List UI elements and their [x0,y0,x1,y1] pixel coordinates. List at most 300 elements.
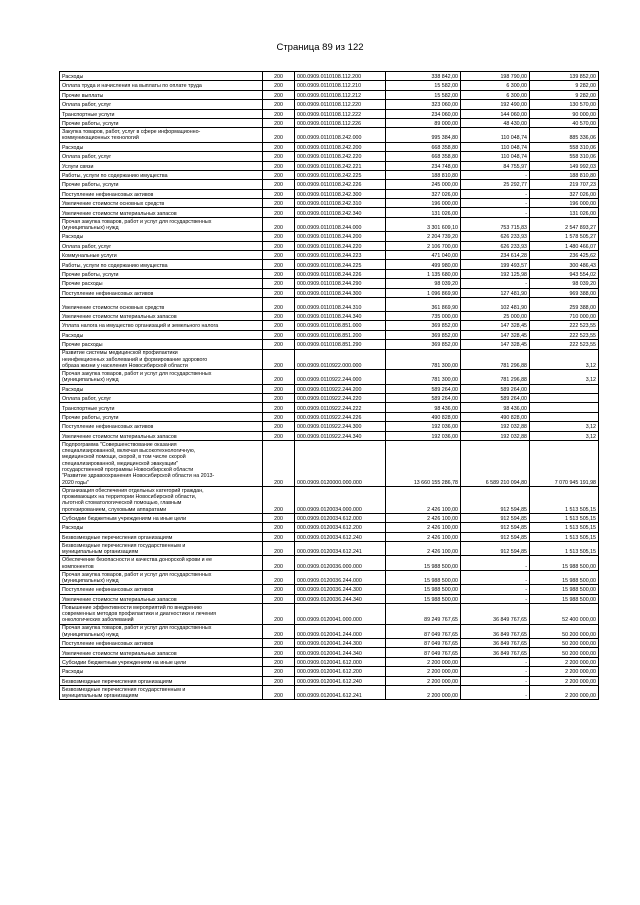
budget-execution-table [59,71,599,700]
cell-budget-classification-code: 000.0909.0120041.612.241 [295,686,386,700]
cell-budget-classification-code: 000.0909.0110108.242.340 [295,208,386,217]
table-row [60,639,599,648]
cell-approved-amount: 781 300,00 [386,370,461,384]
cell-unexecuted-amount: 50 200 000,00 [530,624,599,638]
cell-line-code: 200 [263,321,295,330]
cell-executed-amount: 98 436,00 [461,403,530,412]
cell-budget-classification-code: 000.0909.0120036.244.300 [295,585,386,594]
cell-executed-amount: - [461,189,530,198]
cell-approved-amount: 2 426 100,00 [386,532,461,541]
cell-executed-amount: 36 849 767,65 [461,624,530,638]
cell-line-code: 200 [263,297,295,311]
cell-executed-amount: 199 493,57 [461,260,530,269]
cell-executed-amount: 6 300,00 [461,90,530,99]
cell-unexecuted-amount: 2 200 000,00 [530,686,599,700]
cell-unexecuted-amount: 2 547 893,27 [530,217,599,231]
cell-expense-name: Расходы [60,667,263,676]
cell-expense-name: Расходы [60,330,263,339]
cell-unexecuted-amount: 259 388,00 [530,297,599,311]
cell-expense-name: Расходы [60,72,263,81]
cell-unexecuted-amount: 222 523,55 [530,330,599,339]
cell-budget-classification-code: 000.0909.0120041.244.300 [295,639,386,648]
cell-expense-name: Увеличение стоимости основных средств [60,297,263,311]
cell-line-code: 200 [263,170,295,179]
cell-expense-name: Оплата работ, услуг [60,241,263,250]
cell-line-code: 200 [263,349,295,370]
cell-approved-amount: 2 200 000,00 [386,676,461,685]
cell-approved-amount: 2 426 100,00 [386,513,461,522]
cell-budget-classification-code: 000.0909.0120034.000.000 [295,486,386,513]
cell-executed-amount: 48 430,00 [461,118,530,127]
page-number-label: Страница 89 из 122 [276,42,364,53]
table-row [60,311,599,320]
cell-executed-amount: 781 296,88 [461,370,530,384]
cell-executed-amount: 626 233,93 [461,232,530,241]
cell-expense-name: Прочие расходы [60,340,263,349]
cell-approved-amount: 369 852,00 [386,330,461,339]
cell-unexecuted-amount: 969 388,00 [530,288,599,297]
cell-approved-amount: 471 040,00 [386,251,461,260]
table-row [60,394,599,403]
cell-unexecuted-amount: 2 200 000,00 [530,676,599,685]
table-row [60,513,599,522]
cell-line-code: 200 [263,440,295,486]
cell-budget-classification-code: 000.0909.0110108.242.300 [295,189,386,198]
cell-executed-amount: 25 000,00 [461,311,530,320]
cell-approved-amount: 323 060,00 [386,100,461,109]
cell-executed-amount: - [461,208,530,217]
cell-expense-name: Уплата налога на имущество организаций и земельного налога [60,321,263,330]
cell-expense-name: Увеличение стоимости материальных запасов [60,594,263,603]
cell-line-code: 200 [263,657,295,666]
cell-executed-amount: - [461,585,530,594]
cell-line-code: 200 [263,161,295,170]
cell-line-code: 200 [263,152,295,161]
cell-budget-classification-code: 000.0909.0110108.112.226 [295,118,386,127]
cell-expense-name: Транспортные услуги [60,109,263,118]
cell-unexecuted-amount: 50 200 000,00 [530,648,599,657]
table-row [60,585,599,594]
table-row [60,118,599,127]
cell-executed-amount: 127 481,90 [461,288,530,297]
cell-approved-amount: 196 000,00 [386,199,461,208]
cell-executed-amount: 192 032,88 [461,422,530,431]
cell-line-code: 200 [263,217,295,231]
table-row [60,370,599,384]
cell-approved-amount: 15 988 500,00 [386,556,461,570]
cell-unexecuted-amount: 131 026,00 [530,208,599,217]
cell-line-code: 200 [263,330,295,339]
cell-approved-amount: 87 049 767,65 [386,648,461,657]
cell-unexecuted-amount: 222 523,55 [530,340,599,349]
cell-budget-classification-code: 000.0909.0110108.242.221 [295,161,386,170]
cell-budget-classification-code: 000.0909.0120041.612.000 [295,657,386,666]
cell-executed-amount: - [461,199,530,208]
cell-unexecuted-amount: 196 000,00 [530,199,599,208]
cell-executed-amount: 589 264,00 [461,394,530,403]
cell-budget-classification-code: 000.0909.0110922.244.222 [295,403,386,412]
cell-budget-classification-code: 000.0909.0110108.851.000 [295,321,386,330]
cell-budget-classification-code: 000.0909.0110108.244.290 [295,279,386,288]
table-row [60,232,599,241]
cell-executed-amount: - [461,556,530,570]
table-row [60,180,599,189]
cell-approved-amount: 15 582,00 [386,81,461,90]
cell-expense-name: Безвозмездные перечисления государственным и муниципальным организациям [60,686,263,700]
cell-executed-amount: 912 594,85 [461,486,530,513]
cell-executed-amount: 912 594,85 [461,523,530,532]
cell-approved-amount: 15 582,00 [386,90,461,99]
table-row [60,532,599,541]
cell-executed-amount: 490 828,00 [461,412,530,421]
cell-unexecuted-amount: 7 070 945 191,98 [530,440,599,486]
cell-expense-name: Услуги связи [60,161,263,170]
cell-budget-classification-code: 000.0909.0110108.244.223 [295,251,386,260]
cell-line-code: 200 [263,603,295,624]
cell-unexecuted-amount: 188 810,80 [530,170,599,179]
cell-approved-amount: 1 135 680,00 [386,269,461,278]
cell-approved-amount: 589 264,00 [386,394,461,403]
table-row [60,72,599,81]
cell-expense-name: Закупка товаров, работ, услуг в сфере информационно- коммуникационных технологий [60,128,263,142]
table-row [60,269,599,278]
cell-line-code: 200 [263,532,295,541]
table-row [60,384,599,393]
table-body [60,72,599,700]
table-row [60,297,599,311]
cell-unexecuted-amount: 15 988 500,00 [530,585,599,594]
cell-unexecuted-amount [530,394,599,403]
cell-approved-amount: 245 000,00 [386,180,461,189]
cell-approved-amount: 131 026,00 [386,208,461,217]
cell-executed-amount: 198 790,00 [461,72,530,81]
cell-budget-classification-code: 000.0909.0110108.112.220 [295,100,386,109]
cell-budget-classification-code: 000.0909.0110108.851.290 [295,340,386,349]
cell-expense-name: Увеличение стоимости материальных запасов [60,648,263,657]
cell-expense-name: Прочая закупка товаров, работ и услуг для государственных (муниципальных) нужд [60,370,263,384]
table-row [60,556,599,570]
cell-budget-classification-code: 000.0909.0110108.242.225 [295,170,386,179]
cell-line-code: 200 [263,639,295,648]
cell-line-code: 200 [263,189,295,198]
cell-line-code: 200 [263,667,295,676]
cell-executed-amount: 626 233,93 [461,241,530,250]
cell-budget-classification-code: 000.0909.0110108.244.200 [295,232,386,241]
cell-approved-amount: 2 106 700,00 [386,241,461,250]
cell-expense-name: Безвозмездные перечисления организациям [60,532,263,541]
cell-line-code: 200 [263,370,295,384]
table-row [60,330,599,339]
cell-line-code: 200 [263,100,295,109]
cell-line-code: 200 [263,260,295,269]
cell-expense-name: Увеличение стоимости материальных запасов [60,208,263,217]
cell-approved-amount: 15 988 500,00 [386,570,461,584]
cell-expense-name: Прочие расходы [60,279,263,288]
cell-executed-amount: 192 032,88 [461,431,530,440]
cell-line-code: 200 [263,513,295,522]
table-row [60,657,599,666]
table-row [60,648,599,657]
table-row [60,667,599,676]
cell-line-code: 200 [263,394,295,403]
table-row [60,279,599,288]
cell-approved-amount: 15 988 500,00 [386,585,461,594]
cell-expense-name: Оплата труда и начисления на выплаты по оплате труда [60,81,263,90]
cell-executed-amount: - [461,570,530,584]
cell-unexecuted-amount: 15 988 500,00 [530,556,599,570]
cell-expense-name: Безвозмездные перечисления государственным и муниципальным организациям [60,542,263,556]
cell-expense-name: Оплата работ, услуг [60,394,263,403]
table-row [60,217,599,231]
cell-budget-classification-code: 000.0909.0110108.112.200 [295,72,386,81]
cell-approved-amount: 89 000,00 [386,118,461,127]
cell-approved-amount: 499 980,00 [386,260,461,269]
cell-approved-amount: 369 852,00 [386,321,461,330]
table-row [60,241,599,250]
cell-unexecuted-amount: 219 707,23 [530,180,599,189]
cell-expense-name: Прочие выплаты [60,90,263,99]
cell-expense-name: Обеспечение безопасности и качества донорской крови и ее компонентов [60,556,263,570]
cell-approved-amount: 188 810,80 [386,170,461,179]
cell-budget-classification-code: 000.0909.0110108.244.340 [295,311,386,320]
cell-budget-classification-code: 000.0909.0120036.000.000 [295,556,386,570]
cell-expense-name: Повышение эффективности мероприятий по внедрению современных методов профилактики и диагностики и лечения онкологических заболеваний [60,603,263,624]
cell-line-code: 200 [263,594,295,603]
cell-line-code: 200 [263,542,295,556]
cell-unexecuted-amount: 3,12 [530,422,599,431]
cell-budget-classification-code: 000.0909.0110922.244.000 [295,370,386,384]
cell-line-code: 200 [263,241,295,250]
cell-unexecuted-amount: 3,12 [530,431,599,440]
cell-line-code: 200 [263,686,295,700]
cell-executed-amount: 6 300,00 [461,81,530,90]
cell-approved-amount: 2 426 100,00 [386,486,461,513]
cell-expense-name: Субсидии бюджетным учреждениям на иные цели [60,657,263,666]
cell-budget-classification-code: 000.0909.0110108.112.212 [295,90,386,99]
cell-line-code: 200 [263,311,295,320]
cell-unexecuted-amount: 1 513 505,15 [530,486,599,513]
cell-executed-amount: 147 328,45 [461,330,530,339]
cell-budget-classification-code: 000.0909.0110108.112.222 [295,109,386,118]
table-row [60,542,599,556]
cell-unexecuted-amount: 9 282,00 [530,90,599,99]
cell-budget-classification-code: 000.0909.0120034.612.200 [295,523,386,532]
cell-expense-name: Увеличение стоимости материальных запасов [60,311,263,320]
cell-line-code: 200 [263,431,295,440]
cell-approved-amount: 192 036,00 [386,431,461,440]
table-row [60,340,599,349]
cell-executed-amount: - [461,667,530,676]
cell-budget-classification-code: 000.0909.0110108.244.226 [295,269,386,278]
table-row [60,142,599,151]
cell-unexecuted-amount: 710 000,00 [530,311,599,320]
cell-budget-classification-code: 000.0909.0110922.244.226 [295,412,386,421]
cell-executed-amount: 144 060,00 [461,109,530,118]
cell-expense-name: Подпрограмма "Совершенствование оказания специализированной, включая высокотехнологичную, медицинской помощи, скорой, в том числе скорой специализированной, медицинской эвакуации" государственной программы Новосибирской области "Развитие здравоохранения Новосибирской области на 2013- 2020 годы" [60,440,263,486]
cell-executed-amount: 912 594,85 [461,513,530,522]
cell-expense-name: Поступление нефинансовых активов [60,189,263,198]
cell-unexecuted-amount [530,384,599,393]
cell-line-code: 200 [263,288,295,297]
cell-unexecuted-amount: 1 578 505,27 [530,232,599,241]
cell-approved-amount: 98 039,20 [386,279,461,288]
cell-line-code: 200 [263,279,295,288]
cell-unexecuted-amount: 236 425,62 [530,251,599,260]
cell-line-code: 200 [263,142,295,151]
cell-unexecuted-amount [530,403,599,412]
cell-approved-amount: 98 436,00 [386,403,461,412]
cell-unexecuted-amount: 15 988 500,00 [530,570,599,584]
cell-approved-amount: 668 358,80 [386,142,461,151]
cell-approved-amount: 327 026,00 [386,189,461,198]
cell-expense-name: Прочие работы, услуги [60,180,263,189]
cell-budget-classification-code: 000.0909.0110108.112.210 [295,81,386,90]
cell-line-code: 200 [263,585,295,594]
table-row [60,603,599,624]
cell-approved-amount: 589 264,00 [386,384,461,393]
table-row [60,349,599,370]
cell-approved-amount: 361 869,90 [386,297,461,311]
cell-budget-classification-code: 000.0909.0120034.612.000 [295,513,386,522]
cell-expense-name: Безвозмездные перечисления организациям [60,676,263,685]
table-row [60,251,599,260]
cell-executed-amount: 234 614,28 [461,251,530,260]
table-row [60,686,599,700]
cell-approved-amount: 87 049 767,65 [386,624,461,638]
cell-executed-amount: 102 481,90 [461,297,530,311]
cell-budget-classification-code: 000.0909.0120034.612.241 [295,542,386,556]
table-row [60,523,599,532]
cell-executed-amount: - [461,170,530,179]
cell-line-code: 200 [263,384,295,393]
cell-executed-amount: 781 296,88 [461,349,530,370]
cell-unexecuted-amount: 1 513 505,15 [530,542,599,556]
cell-approved-amount: 2 200 000,00 [386,657,461,666]
cell-approved-amount: 338 842,00 [386,72,461,81]
table-row [60,422,599,431]
table-row [60,260,599,269]
cell-expense-name: Развитие системы медицинской профилактики неинфекционных заболеваний и формирование здорового образа жизни у населения Новосибирской области [60,349,263,370]
cell-approved-amount: 192 036,00 [386,422,461,431]
cell-unexecuted-amount: 3,12 [530,370,599,384]
cell-unexecuted-amount: 943 554,02 [530,269,599,278]
cell-executed-amount: 192 490,00 [461,100,530,109]
cell-line-code: 200 [263,128,295,142]
cell-executed-amount: 753 715,83 [461,217,530,231]
cell-unexecuted-amount: 15 988 500,00 [530,594,599,603]
cell-line-code: 200 [263,523,295,532]
cell-approved-amount: 3 301 609,10 [386,217,461,231]
cell-executed-amount: 912 594,85 [461,532,530,541]
cell-approved-amount: 995 384,80 [386,128,461,142]
cell-unexecuted-amount: 558 310,06 [530,142,599,151]
table-row [60,81,599,90]
cell-expense-name: Работы, услуги по содержанию имущества [60,260,263,269]
cell-approved-amount: 234 748,00 [386,161,461,170]
cell-executed-amount: 147 328,45 [461,340,530,349]
cell-line-code: 200 [263,118,295,127]
cell-approved-amount: 2 426 100,00 [386,542,461,556]
table-row [60,152,599,161]
cell-approved-amount: 2 204 739,20 [386,232,461,241]
cell-executed-amount: 84 755,97 [461,161,530,170]
cell-expense-name: Прочая закупка товаров, работ и услуг для государственных (муниципальных) нужд [60,624,263,638]
cell-unexecuted-amount: 1 513 505,15 [530,513,599,522]
cell-expense-name: Прочие работы, услуги [60,269,263,278]
table-row [60,128,599,142]
cell-expense-name: Увеличение стоимости материальных запасов [60,431,263,440]
cell-approved-amount: 2 426 100,00 [386,523,461,532]
cell-expense-name: Оплата работ, услуг [60,100,263,109]
cell-expense-name: Транспортные услуги [60,403,263,412]
cell-approved-amount: 15 988 500,00 [386,594,461,603]
cell-expense-name: Поступление нефинансовых активов [60,639,263,648]
cell-budget-classification-code: 000.0909.0110922.244.200 [295,384,386,393]
cell-budget-classification-code: 000.0909.0120041.612.240 [295,676,386,685]
table-row [60,676,599,685]
cell-line-code: 200 [263,412,295,421]
cell-unexecuted-amount: 90 000,00 [530,109,599,118]
cell-executed-amount: 110 048,74 [461,128,530,142]
cell-executed-amount: 192 125,98 [461,269,530,278]
cell-unexecuted-amount: 1 513 505,15 [530,523,599,532]
cell-budget-classification-code: 000.0909.0110108.242.000 [295,128,386,142]
cell-line-code: 200 [263,648,295,657]
table-row [60,403,599,412]
cell-executed-amount: 25 292,77 [461,180,530,189]
table-row [60,100,599,109]
table-row [60,170,599,179]
cell-approved-amount: 1 096 869,90 [386,288,461,297]
cell-approved-amount: 668 358,80 [386,152,461,161]
cell-budget-classification-code: 000.0909.0120036.244.340 [295,594,386,603]
table-row [60,570,599,584]
cell-unexecuted-amount: 2 200 000,00 [530,667,599,676]
table-row [60,486,599,513]
cell-budget-classification-code: 000.0909.0110922.244.300 [295,422,386,431]
cell-approved-amount: 2 200 000,00 [386,667,461,676]
cell-expense-name: Поступление нефинансовых активов [60,422,263,431]
cell-expense-name: Увеличение стоимости основных средств [60,199,263,208]
cell-approved-amount: 13 660 155 286,78 [386,440,461,486]
cell-executed-amount: - [461,686,530,700]
table-row [60,412,599,421]
cell-unexecuted-amount: 50 200 000,00 [530,639,599,648]
cell-budget-classification-code: 000.0909.0120041.000.000 [295,603,386,624]
cell-line-code: 200 [263,199,295,208]
cell-unexecuted-amount: 130 570,00 [530,100,599,109]
cell-unexecuted-amount: 885 336,06 [530,128,599,142]
table-row [60,208,599,217]
cell-unexecuted-amount: 3,12 [530,349,599,370]
table-row [60,109,599,118]
table-row [60,189,599,198]
cell-budget-classification-code: 000.0909.0110108.244.000 [295,217,386,231]
cell-unexecuted-amount: 1 480 466,07 [530,241,599,250]
cell-budget-classification-code: 000.0909.0110108.244.310 [295,297,386,311]
cell-executed-amount: 6 589 210 094,80 [461,440,530,486]
cell-line-code: 200 [263,676,295,685]
table-row [60,440,599,486]
cell-line-code: 200 [263,232,295,241]
cell-line-code: 200 [263,208,295,217]
cell-expense-name: Расходы [60,384,263,393]
cell-unexecuted-amount: 300 486,43 [530,260,599,269]
cell-approved-amount: 234 060,00 [386,109,461,118]
cell-expense-name: Расходы [60,523,263,532]
cell-budget-classification-code: 000.0909.0110922.000.000 [295,349,386,370]
table-row [60,161,599,170]
